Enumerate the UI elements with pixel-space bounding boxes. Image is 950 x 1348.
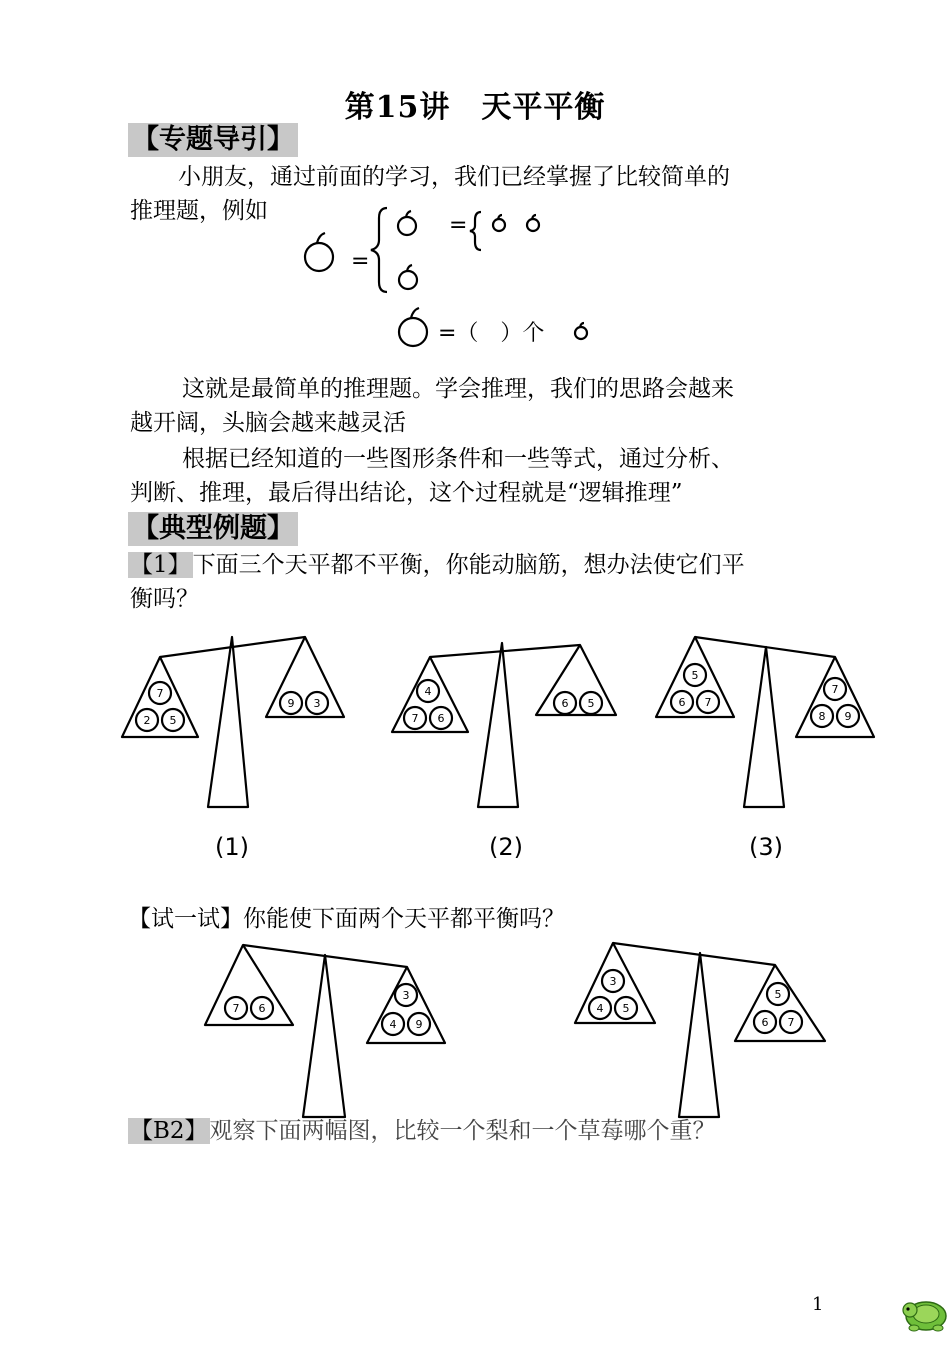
weight-label: 6 [761,1016,769,1029]
turtle-icon [900,1288,950,1338]
weight-label: 3 [609,975,617,988]
weight-label: 3 [313,697,321,710]
weight-label: 2 [143,714,151,727]
try-scale-2 [575,943,825,1117]
intro-line-6: 判断、推理，最后得出结论，这个过程就是“逻辑推理” [130,480,683,506]
apple-count-blank: =（ ）个 [438,321,545,346]
scale-3 [656,637,874,807]
section-heading-intro: 【专题导引】 [128,123,298,157]
weight-label: 5 [622,1002,630,1015]
weight-label: 5 [691,669,699,682]
weight-label: 7 [787,1016,795,1029]
weight-label: 4 [424,685,432,698]
b2-text: 观察下面两幅图，比较一个梨和一个草莓哪个重？ [209,1118,716,1144]
try-scale-1 [205,945,445,1117]
weight-label: 7 [411,712,419,725]
weight-label: 9 [844,710,852,723]
caption-scale-1: (1) [215,833,249,861]
weight-label: 6 [258,1002,266,1015]
b2-question [128,1114,716,1148]
equals-sign-2: = [449,213,468,238]
weight-label: 5 [774,988,782,1001]
scales-row-1 [110,625,890,870]
intro-line-3: 这就是最简单的推理题。学会推理，我们的思路会越来 [182,376,734,402]
small-apple-icon [575,327,587,339]
weight-label: 9 [415,1018,423,1031]
caption-scale-2: (2) [489,833,523,861]
weight-label: 6 [678,696,686,709]
big-apple-icon [305,243,333,271]
page-number: 1 [812,1294,824,1315]
b2-tag: 【B2】 [130,1118,208,1144]
weight-label: 5 [587,697,595,710]
intro-line-5: 根据已经知道的一些图形条件和一些等式，通过分析、 [182,446,734,472]
weight-label: 7 [156,687,164,700]
medium-apple-icon [399,318,427,346]
intro-line-1: 小朋友，通过前面的学习，我们已经掌握了比较简单的 [178,164,730,190]
apple-equation-figure [295,200,605,355]
try-it-text: 【试一试】你能使下面两个天平都平衡吗？ [128,906,565,932]
intro-line-2: 推理题，例如 [130,198,268,224]
weight-label: 5 [169,714,177,727]
weight-label: 8 [818,710,826,723]
equals-sign-1: = [351,249,370,274]
caption-scale-3: (3) [749,833,783,861]
weight-label: 7 [232,1002,240,1015]
weight-label: 7 [704,696,712,709]
small-apple-icon [493,219,505,231]
question-1-line-1 [128,548,745,582]
weight-label: 6 [437,712,445,725]
weight-label: 7 [831,683,839,696]
weight-label: 4 [596,1002,604,1015]
scale-2 [392,643,616,807]
small-apple-icon [527,219,539,231]
page-title: 第15讲 天平平衡 [344,90,606,125]
medium-apple-icon [399,271,417,289]
question-1-tag: 【1】 [130,552,191,578]
question-1-line-2: 衡吗？ [130,586,199,612]
intro-line-4: 越开阔，头脑会越来越灵活 [130,410,406,436]
weight-label: 4 [389,1018,397,1031]
scale-1 [122,637,344,807]
question-1-text: 下面三个天平都不平衡，你能动脑筋，想办法使它们平 [192,552,745,578]
weight-label: 9 [287,697,295,710]
weight-label: 3 [402,989,410,1002]
scales-row-2 [195,935,835,1120]
weight-label: 6 [561,697,569,710]
medium-apple-icon [398,217,416,235]
section-heading-examples: 【典型例题】 [128,512,298,546]
